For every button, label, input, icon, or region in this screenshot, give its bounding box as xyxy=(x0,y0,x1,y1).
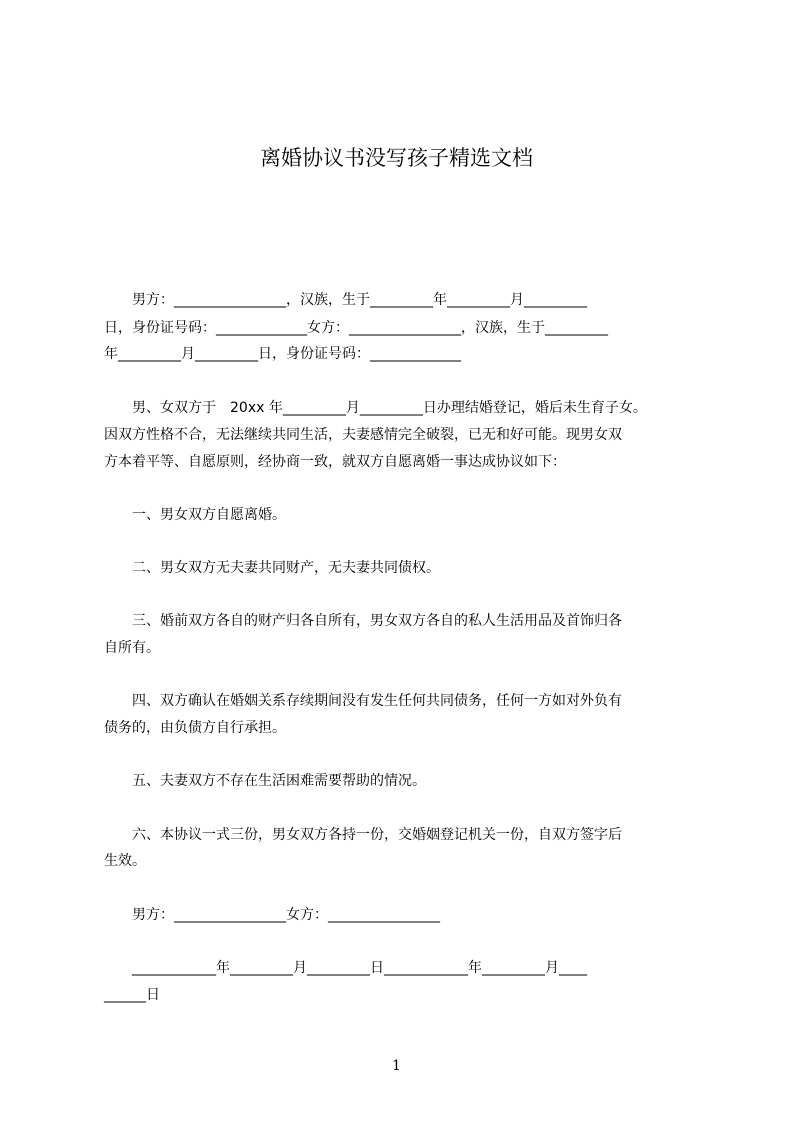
preamble-line-1: 男、女双方于 20xx 年_________月_________日办理结婚登记，婚后未生育子女。 xyxy=(104,400,647,416)
clause-1: 一、男女双方自愿离婚。 xyxy=(104,507,286,523)
party-info-line-2: 日，身份证号码：_____________女方：________________，汉族，生于_________ xyxy=(104,320,608,336)
clause-3-line-2: 自所有。 xyxy=(104,640,160,656)
date-line-1: ____________年_________月_________日____________年_________月____ xyxy=(104,960,587,976)
clause-4-line-2: 债务的，由负债方自行承担。 xyxy=(104,720,286,736)
clause-4-line-1: 四、双方确认在婚姻关系存续期间没有发生任何共同债务，任何一方如对外负有 xyxy=(104,693,622,709)
preamble-line-3: 方本着平等、自愿原则，经协商一致，就双方自愿离婚一事达成协议如下： xyxy=(104,454,566,470)
document-title: 离婚协议书没写孩子精选文档 xyxy=(260,146,533,170)
party-info-line-1: 男方：________________，汉族，生于_________年_________月_________ xyxy=(104,292,587,308)
page-number: 1 xyxy=(392,1058,401,1074)
clause-2: 二、男女双方无夫妻共同财产，无夫妻共同债权。 xyxy=(104,560,440,576)
date-line-2: ______日 xyxy=(104,987,160,1003)
clause-6-line-2: 生效。 xyxy=(104,853,146,869)
preamble-line-2: 因双方性格不合，无法继续共同生活，夫妻感情完全破裂，已无和好可能。现男女双 xyxy=(104,427,622,443)
clause-5: 五、夫妻双方不存在生活困难需要帮助的情况。 xyxy=(104,773,426,789)
clause-6-line-1: 六、本协议一式三份，男女双方各持一份，交婚姻登记机关一份，自双方签字后 xyxy=(104,827,622,843)
signature-line: 男方：________________女方：________________ xyxy=(104,907,440,923)
party-info-line-3: 年_________月_________日，身份证号码：_____________ xyxy=(104,346,461,362)
clause-3-line-1: 三、婚前双方各自的财产归各自所有，男女双方各自的私人生活用品及首饰归各 xyxy=(104,613,622,629)
